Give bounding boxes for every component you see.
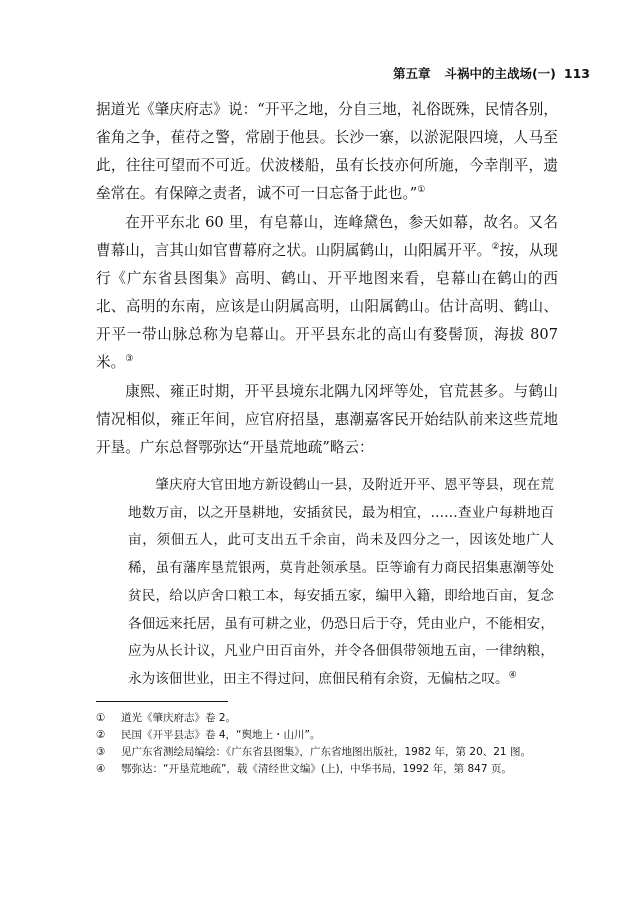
footnote-divider bbox=[96, 701, 228, 702]
chapter-title: 斗祸中的主战场(一) bbox=[444, 66, 556, 81]
paragraph-3 bbox=[96, 378, 558, 462]
paragraph-2-text-a: 在开平东北 60 里，有皂幕山，连峰黛色，参天如幕，故名。又名曹幕山，言其山如官曹幕府之状。山阴属鹤山，山阳属开平。 bbox=[96, 214, 558, 259]
footnote-mark: ② bbox=[96, 729, 106, 741]
footnote-mark: ③ bbox=[96, 746, 106, 758]
body-text bbox=[96, 96, 558, 694]
footnote-ref-1: ① bbox=[417, 185, 426, 196]
footnotes bbox=[96, 710, 546, 778]
paragraph-1-text: 据道光《肇庆府志》说：“开平之地，分自三地，礼俗既殊，民情各别，雀角之争，萑苻之警，常剧于他县。长沙一寨，以淤泥限四境，人马至此，往往可望而不可近。伏波楼船，虽有长技亦何所施，今幸削平，遗垒常在。有保障之责者，诚不可一日忘备于此也。” bbox=[96, 101, 558, 202]
footnote-text: 民国《开平县志》卷 4，“舆地上・山川”。 bbox=[121, 729, 321, 741]
paragraph-1 bbox=[96, 96, 558, 208]
footnote-2 bbox=[96, 727, 546, 744]
footnote-text: 道光《肇庆府志》卷 2。 bbox=[121, 712, 237, 724]
footnote-mark: ④ bbox=[96, 763, 106, 775]
footnote-mark: ① bbox=[96, 712, 106, 724]
footnote-4 bbox=[96, 761, 546, 778]
footnote-text: 见广东省测绘局编绘：《广东省县图集》，广东省地图出版社，1982 年，第 20、21 图。 bbox=[121, 746, 531, 758]
chapter-label: 第五章 bbox=[392, 66, 431, 81]
page-number: 113 bbox=[563, 66, 590, 81]
footnote-text: 鄂弥达：“开垦荒地疏”，载《清经世文编》(上)，中华书局，1992 年，第 847 页。 bbox=[121, 763, 512, 775]
footnote-1 bbox=[96, 710, 546, 727]
paragraph-2-text-b: 按，从现行《广东省县图集》高明、鹤山、开平地图来看，皂幕山在鹤山的西北、高明的东南，应该是山阴属高明，山阳属鹤山。估计高明、鹤山、开平一带山脉总称为皂幕山。开平县东北的高山有婺髻顶，海拔 807 米。 bbox=[96, 242, 558, 371]
paragraph-3-text: 康熙、雍正时期，开平县境东北隅九冈坪等处，官荒甚多。与鹤山情况相似，雍正年间，应官府招垦，惠潮嘉客民开始结队前来这些荒地开垦。广东总督鄂弥达“开垦荒地疏”略云： bbox=[96, 383, 558, 456]
footnote-ref-2: ② bbox=[491, 242, 500, 253]
footnote-ref-4: ④ bbox=[508, 670, 517, 681]
block-quote bbox=[128, 472, 554, 694]
running-header bbox=[0, 64, 590, 82]
block-quote-text: 肇庆府大官田地方新设鹤山一县，及附近开平、恩平等县，现在荒地数万亩，以之开垦耕地，安插贫民，最为相宜，……查业户每耕地百亩，须佃五人，此可支出五千余亩，尚未及四分之一，因该处地广人稀，虽有藩库垦荒银两，莫肯赴领承垦。臣等谕有力商民招集惠潮等处贫民，给以庐舍口粮工本，每安插五家，编甲入籍，即给地百亩，复念各佃远来托居，虽有可耕之业，仍恐日后于夺，凭由业户，不能相安，应为从长计议，凡业户田百亩外，并令各佃俱带领地五亩，一律纳粮，永为该佃世业，田主不得过问，庶佃民稍有余资，无偏枯之叹。 bbox=[128, 477, 554, 687]
paragraph-2 bbox=[96, 209, 558, 377]
footnote-3 bbox=[96, 744, 546, 761]
footnote-ref-3: ③ bbox=[125, 354, 134, 365]
